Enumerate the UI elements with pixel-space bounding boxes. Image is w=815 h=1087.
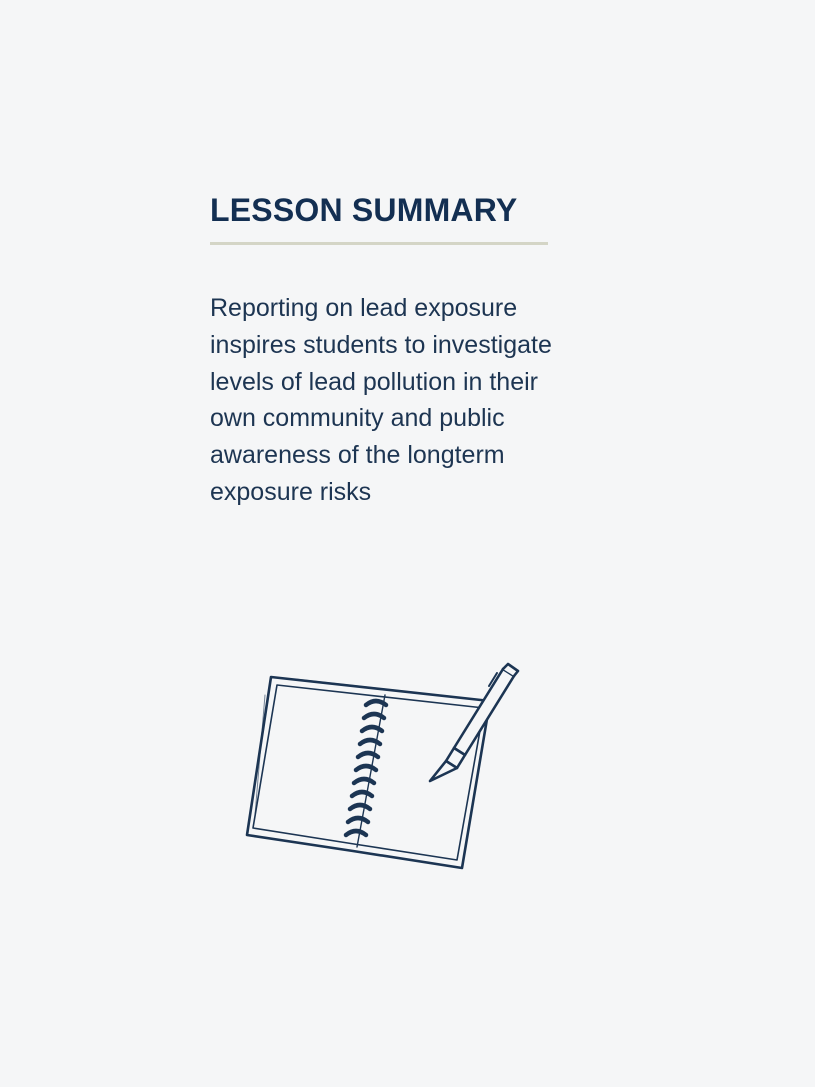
heading-divider [210, 242, 548, 245]
lesson-summary-heading: LESSON SUMMARY [210, 192, 518, 228]
notebook-with-pen-icon [235, 655, 535, 880]
lesson-summary-text: Reporting on lead exposure inspires students to investigate levels of lead pollution in their own community and public awareness of the longterm exposure risks [210, 294, 552, 506]
